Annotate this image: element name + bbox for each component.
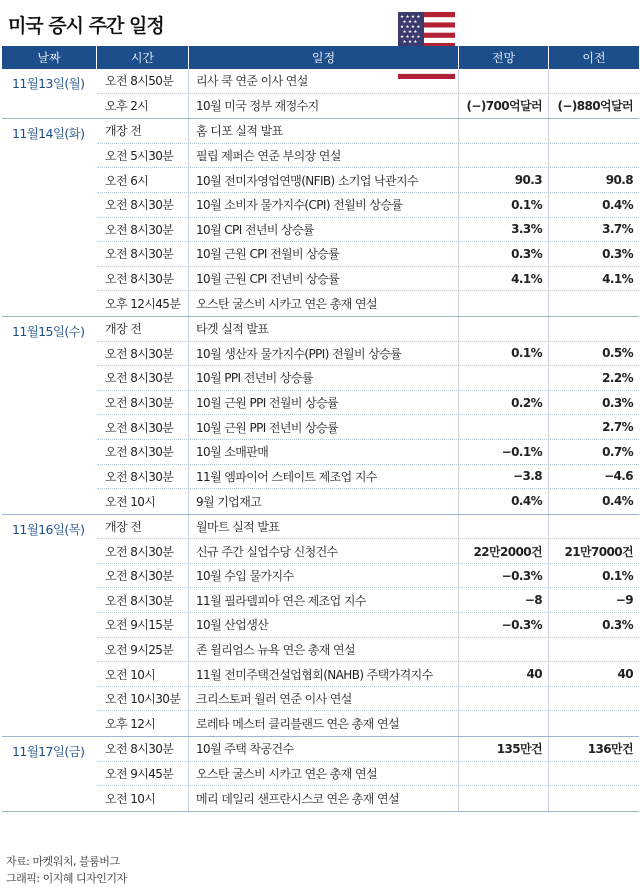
- event-cell: 10월 미국 정부 재정수지: [189, 94, 459, 119]
- forecast-cell: 135만건: [459, 737, 549, 761]
- forecast-cell: [459, 291, 549, 316]
- table-row: [97, 291, 639, 316]
- time-cell: 오전 8시30분: [97, 242, 189, 266]
- forecast-cell: [459, 317, 549, 341]
- time-cell: 오전 8시30분: [97, 267, 189, 291]
- event-cell: 10월 근원 PPI 전년비 상승률: [189, 415, 459, 439]
- time-cell: 오전 9시25분: [97, 638, 189, 662]
- previous-cell: 0.4%: [602, 494, 633, 509]
- header-date: 날짜: [2, 46, 97, 69]
- previous-cell: 2.7%: [602, 420, 633, 435]
- time-cell: 오후 2시: [97, 94, 189, 119]
- event-cell: 10월 근원 CPI 전년비 상승률: [189, 267, 459, 291]
- table-row: [97, 69, 639, 94]
- schedule-table: [2, 69, 639, 812]
- previous-cell: 40: [617, 667, 633, 682]
- event-rows: [97, 119, 639, 316]
- previous-cell: 90.8: [605, 173, 633, 188]
- table-row: [97, 687, 639, 712]
- page-title: 미국 증시 주간 일정: [8, 15, 164, 37]
- event-rows: [97, 69, 639, 118]
- table-row: [97, 193, 639, 218]
- previous-cell: 21만7000건: [564, 544, 633, 559]
- table-row: [97, 342, 639, 367]
- forecast-cell: −0.3%: [459, 564, 549, 588]
- svg-text:★ ★ ★ ★: ★ ★ ★ ★: [400, 15, 421, 20]
- forecast-cell: [459, 415, 549, 439]
- time-cell: 오전 8시30분: [97, 440, 189, 464]
- event-cell: 홈 디포 실적 발표: [189, 119, 459, 143]
- previous-cell: [549, 119, 639, 143]
- time-cell: 오전 9시15분: [97, 613, 189, 637]
- table-row: [97, 638, 639, 663]
- date-label: 11월13일(월): [12, 76, 85, 91]
- event-rows: [97, 737, 639, 811]
- event-cell: 11월 엠파이어 스테이트 제조업 지수: [189, 465, 459, 489]
- time-cell: 오전 8시30분: [97, 564, 189, 588]
- forecast-cell: [459, 144, 549, 168]
- table-row: [97, 762, 639, 787]
- forecast-cell: 22만2000건: [459, 539, 549, 563]
- table-row: [97, 786, 639, 811]
- event-cell: 10월 CPI 전년비 상승률: [189, 218, 459, 242]
- event-cell: 타겟 실적 발표: [189, 317, 459, 341]
- event-cell: 11월 전미주택건설업협회(NAHB) 주택가격지수: [189, 662, 459, 686]
- time-cell: 오전 8시50분: [97, 69, 189, 93]
- event-rows: [97, 317, 639, 514]
- time-cell: 오전 8시30분: [97, 193, 189, 217]
- previous-cell: [549, 638, 639, 662]
- event-cell: 9월 기업재고: [189, 489, 459, 514]
- table-header: [2, 46, 639, 69]
- event-cell: 월마트 실적 발표: [189, 515, 459, 539]
- previous-cell: [549, 687, 639, 711]
- event-cell: 10월 생산자 물가지수(PPI) 전월비 상승률: [189, 342, 459, 366]
- header-previous: 이전: [549, 46, 639, 69]
- previous-cell: 2.2%: [602, 370, 633, 385]
- event-cell: 오스탄 굴스비 시카고 연은 총재 연설: [189, 291, 459, 316]
- time-cell: 개장 전: [97, 119, 189, 143]
- previous-cell: [549, 144, 639, 168]
- table-row: [97, 218, 639, 243]
- event-cell: 존 윌리엄스 뉴욕 연은 총재 연설: [189, 638, 459, 662]
- previous-cell: 0.5%: [602, 346, 633, 361]
- time-cell: 개장 전: [97, 317, 189, 341]
- time-cell: 오전 8시30분: [97, 465, 189, 489]
- date-group: [2, 515, 639, 737]
- date-label: 11월15일(수): [12, 323, 85, 339]
- forecast-cell: [459, 711, 549, 736]
- date-label: 11월17일(금): [12, 744, 85, 760]
- forecast-cell: 0.4%: [459, 489, 549, 514]
- event-cell: 신규 주간 실업수당 신청건수: [189, 539, 459, 563]
- event-cell: 10월 산업생산: [189, 613, 459, 637]
- forecast-cell: [459, 786, 549, 811]
- time-cell: 오전 8시30분: [97, 737, 189, 761]
- previous-cell: 3.7%: [602, 222, 633, 237]
- svg-text:★ ★ ★: ★ ★ ★: [402, 20, 418, 25]
- svg-text:★ ★ ★: ★ ★ ★: [402, 40, 418, 45]
- previous-cell: [549, 515, 639, 539]
- forecast-cell: [459, 515, 549, 539]
- event-rows: [97, 515, 639, 736]
- forecast-cell: 0.2%: [459, 391, 549, 415]
- date-group: [2, 119, 639, 317]
- table-row: [97, 144, 639, 169]
- previous-cell: [549, 762, 639, 786]
- table-row: [97, 317, 639, 342]
- table-row: [97, 391, 639, 416]
- event-cell: 오스탄 굴스비 시카고 연은 총재 연설: [189, 762, 459, 786]
- forecast-cell: 0.1%: [459, 193, 549, 217]
- time-cell: 오후 12시45분: [97, 291, 189, 316]
- event-cell: 10월 근원 CPI 전월비 상승률: [189, 242, 459, 266]
- table-row: [97, 366, 639, 391]
- date-label: 11월16일(목): [12, 521, 85, 537]
- date-group: [2, 317, 639, 515]
- event-cell: 메리 데일리 샌프란시스코 연은 총재 연설: [189, 786, 459, 811]
- time-cell: 오전 10시: [97, 662, 189, 686]
- header-forecast: 전망: [459, 46, 549, 69]
- previous-cell: 0.3%: [602, 246, 633, 261]
- previous-cell: 136만건: [587, 742, 633, 757]
- forecast-cell: [459, 119, 549, 143]
- previous-cell: 0.4%: [602, 197, 633, 212]
- previous-cell: [549, 317, 639, 341]
- source-note: 자료: 마켓워치, 블룸버그: [6, 855, 120, 868]
- time-cell: 오전 10시: [97, 786, 189, 811]
- table-row: [97, 94, 639, 119]
- table-row: [97, 662, 639, 687]
- forecast-cell: [459, 638, 549, 662]
- event-cell: 10월 근원 PPI 전월비 상승률: [189, 391, 459, 415]
- forecast-cell: −0.3%: [459, 613, 549, 637]
- event-cell: 10월 PPI 전년비 상승률: [189, 366, 459, 390]
- credit-note: 그래픽: 이지혜 디자인기자: [6, 872, 127, 885]
- table-row: [97, 267, 639, 292]
- time-cell: 오전 10시: [97, 489, 189, 514]
- previous-cell: 0.7%: [602, 444, 633, 459]
- time-cell: 오전 5시30분: [97, 144, 189, 168]
- forecast-cell: 0.3%: [459, 242, 549, 266]
- time-cell: 오후 12시: [97, 711, 189, 736]
- table-row: [97, 613, 639, 638]
- previous-cell: −4.6: [604, 469, 633, 484]
- date-group: [2, 737, 639, 812]
- table-row: [97, 119, 639, 144]
- event-cell: 크리스토퍼 월러 연준 이사 연설: [189, 687, 459, 711]
- forecast-cell: (−)700억달러: [459, 94, 549, 119]
- time-cell: 오전 8시30분: [97, 539, 189, 563]
- event-cell: 11월 필라델피아 연은 제조업 지수: [189, 588, 459, 612]
- forecast-cell: 40: [459, 662, 549, 686]
- table-row: [97, 440, 639, 465]
- time-cell: 오전 8시30분: [97, 342, 189, 366]
- forecast-cell: 90.3: [459, 168, 549, 192]
- table-row: [97, 168, 639, 193]
- time-cell: 오전 8시30분: [97, 218, 189, 242]
- table-row: [97, 564, 639, 589]
- previous-cell: 0.1%: [602, 568, 633, 583]
- previous-cell: −9: [615, 593, 633, 608]
- event-cell: 리사 쿡 연준 이사 연설: [189, 69, 459, 93]
- table-row: [97, 242, 639, 267]
- event-cell: 10월 수입 물가지수: [189, 564, 459, 588]
- time-cell: 개장 전: [97, 515, 189, 539]
- svg-text:★ ★ ★ ★: ★ ★ ★ ★: [400, 35, 421, 40]
- table-row: [97, 588, 639, 613]
- forecast-cell: [459, 762, 549, 786]
- forecast-cell: −3.8: [459, 465, 549, 489]
- event-cell: 10월 주택 착공건수: [189, 737, 459, 761]
- time-cell: 오전 9시45분: [97, 762, 189, 786]
- header-event: 일정: [189, 46, 459, 69]
- forecast-cell: −0.1%: [459, 440, 549, 464]
- time-cell: 오전 10시30분: [97, 687, 189, 711]
- time-cell: 오전 8시30분: [97, 366, 189, 390]
- svg-text:★ ★ ★: ★ ★ ★: [402, 30, 418, 35]
- forecast-cell: 0.1%: [459, 342, 549, 366]
- previous-cell: 4.1%: [602, 271, 633, 286]
- forecast-cell: [459, 69, 549, 93]
- date-group: [2, 69, 639, 119]
- table-row: [97, 539, 639, 564]
- header-time: 시간: [97, 46, 189, 69]
- table-row: [97, 711, 639, 736]
- forecast-cell: −8: [459, 588, 549, 612]
- table-row: [97, 415, 639, 440]
- svg-text:★ ★ ★ ★: ★ ★ ★ ★: [400, 25, 421, 30]
- previous-cell: (−)880억달러: [557, 99, 633, 114]
- table-row: [97, 465, 639, 490]
- previous-cell: [549, 69, 639, 93]
- event-cell: 필립 제퍼슨 연준 부의장 연설: [189, 144, 459, 168]
- event-cell: 10월 전미자영업연맹(NFIB) 소기업 낙관지수: [189, 168, 459, 192]
- previous-cell: 0.3%: [602, 617, 633, 632]
- event-cell: 10월 소비자 물가지수(CPI) 전월비 상승률: [189, 193, 459, 217]
- previous-cell: [549, 711, 639, 736]
- previous-cell: 0.3%: [602, 395, 633, 410]
- event-cell: 10월 소매판매: [189, 440, 459, 464]
- event-cell: 로레타 메스터 클리블랜드 연은 총재 연설: [189, 711, 459, 736]
- table-row: [97, 515, 639, 540]
- time-cell: 오전 6시: [97, 168, 189, 192]
- forecast-cell: [459, 687, 549, 711]
- previous-cell: [549, 291, 639, 316]
- time-cell: 오전 8시30분: [97, 415, 189, 439]
- forecast-cell: 3.3%: [459, 218, 549, 242]
- previous-cell: [549, 786, 639, 811]
- table-row: [97, 489, 639, 514]
- date-label: 11월14일(화): [12, 126, 85, 142]
- table-row: [97, 737, 639, 762]
- forecast-cell: 4.1%: [459, 267, 549, 291]
- forecast-cell: [459, 366, 549, 390]
- time-cell: 오전 8시30분: [97, 391, 189, 415]
- time-cell: 오전 8시30분: [97, 588, 189, 612]
